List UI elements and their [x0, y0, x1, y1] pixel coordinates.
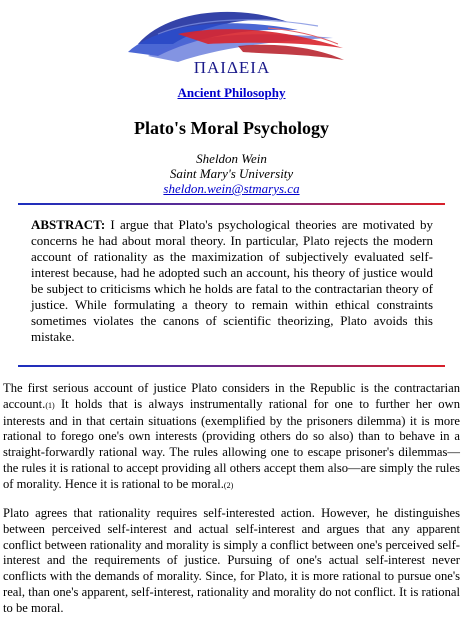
para1-text-a: The first serious account of justice Plato considers in the Republic is the contractarian account. [3, 381, 460, 411]
divider-top [18, 203, 445, 205]
abstract-text: I argue that Plato's psychological theories are motivated by concerns he had about moral theory. In particular, Plato rejects the modern account of rationality as the maximization of subjectively evaluated self-interest because, had he adopted such an account, his theory of justice would be subject to criticisms which he holds are fatal to the contractarian theory of justice. While formulating a theory to remain within ethical constraints sometimes violates the canons of scientific theorizing, Plato avoids this mistake. [31, 217, 433, 344]
page-title: Plato's Moral Psychology [134, 118, 329, 138]
para1-text-b: It holds that is always instrumentally rational for one to further her own interests and in that certain situations (exemplified by the prisoners dilemma) it is more rational to forego one's own interests (providing others do so also) than to behave in a straight-forwardly rational way. The rules allowing one to escape prisoner's dilemmas—the rules it is rational to accept providing all others accept them also—are simply the rules of morality. Hence it is rational to be moral. [3, 396, 460, 491]
body-paragraph-2: Plato agrees that rationality requires self-interested action. However, he distinguishes between perceived self-interest and actual self-interest and argues that any apparent conflict between rationality and morality is simply a conflict between one's perceived self-interest and the requirements of justice. Pursuing of one's actual self-interest never conflicts with the demands of morality. Since, for Plato, it is more rational to pursue one's real, than one's apparent, self-interest, rationality and morality do not conflict. It is rational to be moral. [3, 506, 460, 615]
section-link[interactable]: Ancient Philosophy [177, 85, 286, 100]
body-paragraph-1 [3, 381, 460, 494]
abstract-label: ABSTRACT: [31, 217, 106, 232]
abstract [31, 217, 433, 345]
author-email-link[interactable]: sheldon.wein@stmarys.ca [163, 181, 300, 196]
logo-text: ΠΑΙΔΕΙΑ [193, 58, 271, 77]
footnote-ref-1[interactable]: (1) [45, 400, 55, 410]
author-affiliation: Saint Mary's University [169, 166, 294, 181]
footnote-ref-2[interactable]: (2) [223, 480, 234, 490]
divider-bottom [18, 365, 445, 367]
author-name: Sheldon Wein [196, 151, 267, 166]
